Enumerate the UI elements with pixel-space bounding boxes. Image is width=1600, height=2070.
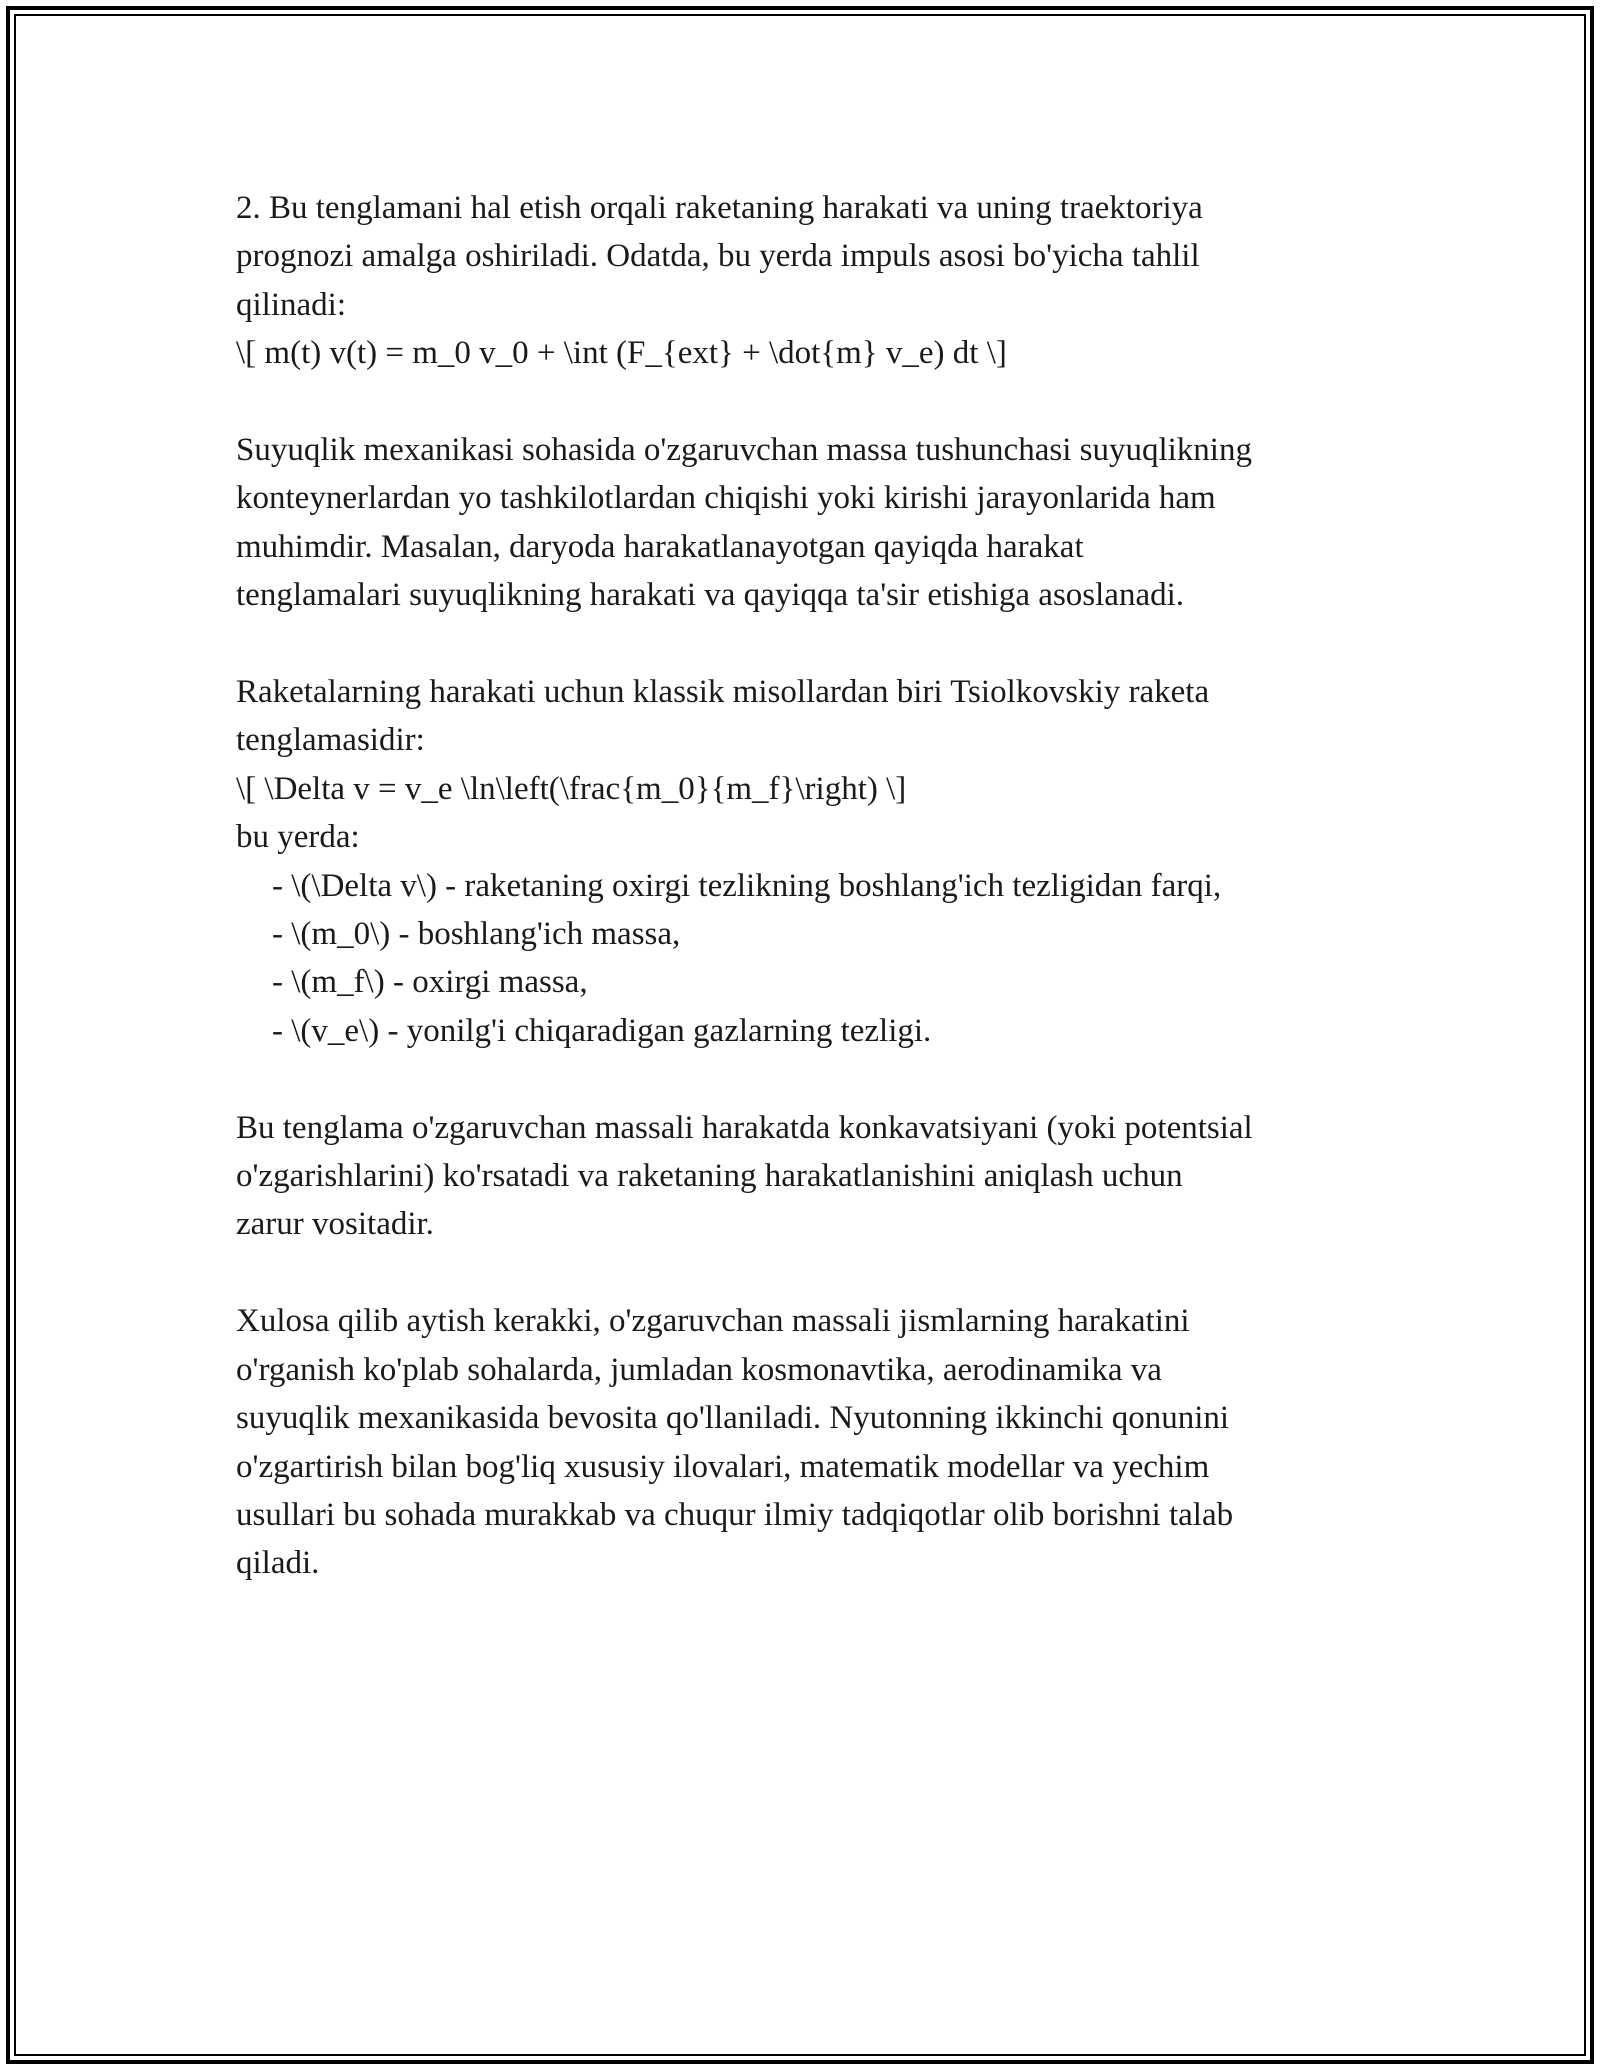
paragraph-equation-significance: [236, 1104, 1386, 1249]
text-line: muhimdir. Masalan, daryoda harakatlanayotgan qayiqda harakat: [236, 528, 1084, 565]
text-line: tenglamalari suyuqlikning harakati va qayiqqa ta'sir etishiga asoslanadi.: [236, 577, 1185, 614]
text-line: qiladi.: [236, 1545, 320, 1582]
text-line: 2. Bu tenglamani hal etish orqali raketaning harakati va uning traektoriya: [236, 190, 1203, 226]
text-line: zarur vositadir.: [236, 1206, 434, 1243]
list-item: - \(\Delta v\) - raketaning oxirgi tezlikning boshlang'ich tezligidan farqi,: [272, 867, 1222, 904]
text-line: suyuqlik mexanikasida bevosita qo'llaniladi. Nyutonning ikkinchi qonunini: [236, 1400, 1230, 1437]
text-line: bu yerda:: [236, 819, 360, 856]
text-line: o'zgarishlarini) ko'rsatadi va raketaning harakatlanishini aniqlash uchun: [236, 1158, 1183, 1195]
list-item: - \(v_e\) - yonilg'i chiqaradigan gazlarning tezligi.: [272, 1012, 932, 1049]
paragraph-tsiolkovsky: [236, 668, 1386, 1055]
list-item: - \(m_0\) - boshlang'ich massa,: [272, 916, 681, 953]
text-line: usullari bu sohada murakkab va chuqur ilmiy tadqiqotlar olib borishni talab: [236, 1496, 1234, 1533]
text-line: prognozi amalga oshiriladi. Odatda, bu yerda impuls asosi bo'yicha tahlil: [236, 238, 1200, 275]
text-line: konteynerlardan yo tashkilotlardan chiqishi yoki kirishi jarayonlarida ham: [236, 480, 1216, 517]
text-line: Bu tenglama o'zgaruvchan massali harakatda konkavatsiyani (yoki potentsial: [236, 1109, 1253, 1146]
equation-line: \[ \Delta v = v_e \ln\left(\frac{m_0}{m_f}\right) \]: [236, 770, 907, 807]
text-line: tenglamasidir:: [236, 722, 425, 759]
text-line: o'rganish ko'plab sohalarda, jumladan kosmonavtika, aerodinamika va: [236, 1351, 1162, 1388]
equation-line: \[ m(t) v(t) = m_0 v_0 + \int (F_{ext} + \dot{m} v_e) dt \]: [236, 335, 1007, 372]
text-line: qilinadi:: [236, 286, 346, 323]
paragraph-impulse-equation: [236, 184, 1386, 378]
paragraph-conclusion: [236, 1297, 1386, 1587]
text-line: Raketalarning harakati uchun klassik misollardan biri Tsiolkovskiy raketa: [236, 674, 1210, 711]
text-line: o'zgartirish bilan bog'liq xususiy ilovalari, matematik modellar va yechim: [236, 1448, 1210, 1485]
paragraph-fluid-mechanics: [236, 426, 1386, 620]
list-item: - \(m_f\) - oxirgi massa,: [272, 964, 588, 1001]
text-line: Suyuqlik mexanikasi sohasida o'zgaruvchan massa tushunchasi suyuqlikning: [236, 432, 1252, 469]
text-line: Xulosa qilib aytish kerakki, o'zgaruvchan massali jismlarning harakatini: [236, 1303, 1190, 1340]
document-body: [236, 184, 1386, 1636]
